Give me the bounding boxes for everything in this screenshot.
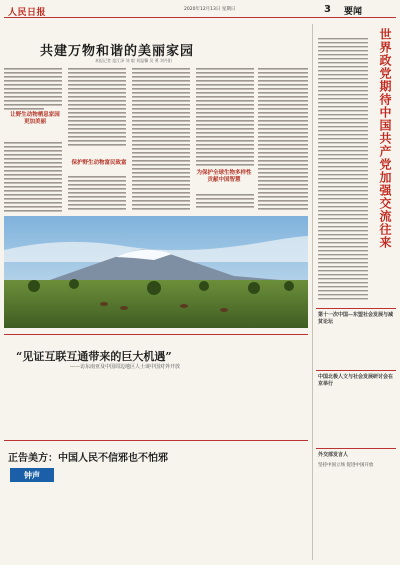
right-item-c-head: 外交部发言人 — [318, 452, 349, 458]
page-number: 3 — [324, 4, 331, 15]
lead-headline: 共建万物和谐的美丽家园 — [40, 44, 195, 59]
right-item-c-deck: 坚持中国立场 促进中国开放 — [318, 463, 374, 468]
right-item-b-head: 中国北极人文与社会发展研讨会在京举行 — [318, 374, 394, 387]
right-body-lines — [318, 36, 368, 306]
lead-subhead-2: 保护野生动物富民致富 — [71, 160, 127, 166]
right-headline: 世界政党期待中国共产党加强交流往来 — [378, 28, 392, 249]
masthead — [4, 4, 396, 18]
lead-subhead-1: 让野生动物栖息家园更加美丽 — [10, 112, 60, 125]
right-rule-1 — [316, 308, 396, 309]
third-story-rule — [4, 440, 308, 441]
third-headline: 正告美方：中国人民不信邪也不怕邪 — [8, 453, 168, 464]
second-headline: “见证互联互通带来的巨大机遇” — [16, 350, 172, 363]
newspaper-logo: 人民日报 — [8, 8, 47, 18]
lead-subhead-3: 为保护全球生物多样性贡献中国智慧 — [196, 170, 252, 183]
second-story-rule — [4, 334, 308, 335]
right-body — [318, 36, 368, 308]
landscape-photo — [4, 216, 308, 328]
mountain-landscape-icon — [4, 216, 308, 328]
right-column-divider — [312, 24, 313, 560]
body-text-lines — [2, 66, 314, 216]
right-item-a-head: 第十一次中国—东盟社会发展与减贫论坛 — [318, 312, 394, 325]
lead-byline: 本报记者 寇江泽 刘 毅 刘温馨 吴 勇 刘丹阳 — [95, 58, 172, 63]
column-badge: 钟声 — [10, 468, 54, 482]
right-rule-3 — [316, 448, 396, 449]
second-deck: ——访东南亚及中国周边地区人士谈中国对外开放 — [70, 364, 181, 370]
right-rule-2 — [316, 370, 396, 371]
section-title: 要闻 — [344, 7, 363, 17]
issue-date: 2020年12月13日 星期日 — [184, 7, 236, 12]
